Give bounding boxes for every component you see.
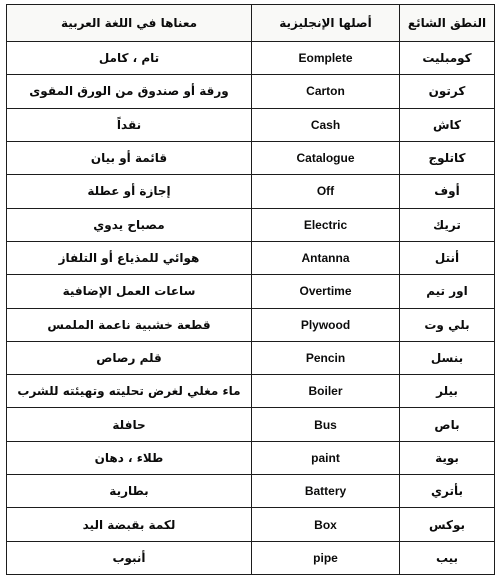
cell-meaning: قلم رصاص xyxy=(7,341,252,374)
cell-origin: Catalogue xyxy=(252,141,400,174)
cell-meaning: لكمة بقبضة اليد xyxy=(7,508,252,541)
cell-spoken: بيلر xyxy=(400,375,495,408)
table-row xyxy=(7,42,495,75)
table-row xyxy=(7,175,495,208)
cell-origin: pipe xyxy=(252,541,400,574)
cell-origin: Antanna xyxy=(252,241,400,274)
table-header xyxy=(7,5,495,42)
cell-meaning: هوائي للمذياع أو التلفاز xyxy=(7,241,252,274)
cell-spoken: أوف xyxy=(400,175,495,208)
table-body xyxy=(7,42,495,575)
cell-spoken: باص xyxy=(400,408,495,441)
cell-spoken: بيب xyxy=(400,541,495,574)
header-origin: أصلها الإنجليزية xyxy=(252,5,400,42)
cell-meaning: قطعة خشبية ناعمة الملمس xyxy=(7,308,252,341)
cell-meaning: ساعات العمل الإضافية xyxy=(7,275,252,308)
cell-meaning: تام ، كامل xyxy=(7,42,252,75)
cell-meaning: ورقة أو صندوق من الورق المقوى xyxy=(7,75,252,108)
cell-spoken: كرتون xyxy=(400,75,495,108)
table-row xyxy=(7,208,495,241)
cell-origin: Boiler xyxy=(252,375,400,408)
table-row xyxy=(7,341,495,374)
header-spoken: النطق الشائع xyxy=(400,5,495,42)
table-row xyxy=(7,475,495,508)
cell-origin: Electric xyxy=(252,208,400,241)
table-row xyxy=(7,141,495,174)
cell-spoken: بوية xyxy=(400,441,495,474)
table-row xyxy=(7,541,495,574)
cell-meaning: نقداً xyxy=(7,108,252,141)
table-row xyxy=(7,75,495,108)
cell-origin: Cash xyxy=(252,108,400,141)
cell-meaning: قائمة أو بيان xyxy=(7,141,252,174)
cell-origin: Overtime xyxy=(252,275,400,308)
table-row xyxy=(7,275,495,308)
cell-origin: Off xyxy=(252,175,400,208)
cell-meaning: أنبوب xyxy=(7,541,252,574)
table-row xyxy=(7,241,495,274)
cell-meaning: بطارية xyxy=(7,475,252,508)
table-row xyxy=(7,508,495,541)
table-row xyxy=(7,108,495,141)
header-row xyxy=(7,5,495,42)
cell-origin: Plywood xyxy=(252,308,400,341)
cell-meaning: حافلة xyxy=(7,408,252,441)
header-meaning: معناها في اللغة العربية xyxy=(7,5,252,42)
cell-spoken: كومبليت xyxy=(400,42,495,75)
cell-spoken: بنسل xyxy=(400,341,495,374)
cell-meaning: مصباح يدوي xyxy=(7,208,252,241)
cell-spoken: كاتلوج xyxy=(400,141,495,174)
cell-spoken: بلي وت xyxy=(400,308,495,341)
cell-origin: Box xyxy=(252,508,400,541)
cell-meaning: إجازة أو عطلة xyxy=(7,175,252,208)
cell-origin: Pencin xyxy=(252,341,400,374)
cell-meaning: طلاء ، دهان xyxy=(7,441,252,474)
table-row xyxy=(7,408,495,441)
cell-spoken: أنتل xyxy=(400,241,495,274)
cell-origin: Battery xyxy=(252,475,400,508)
loanwords-table xyxy=(6,4,495,575)
table-row xyxy=(7,308,495,341)
table-row xyxy=(7,375,495,408)
cell-meaning: ماء مغلي لغرض تحليته وتهيئته للشرب xyxy=(7,375,252,408)
cell-spoken: تريك xyxy=(400,208,495,241)
cell-origin: Carton xyxy=(252,75,400,108)
cell-spoken: كاش xyxy=(400,108,495,141)
cell-spoken: اور تيم xyxy=(400,275,495,308)
cell-origin: paint xyxy=(252,441,400,474)
cell-origin: Eomplete xyxy=(252,42,400,75)
table-row xyxy=(7,441,495,474)
cell-spoken: بوكس xyxy=(400,508,495,541)
cell-spoken: بأتري xyxy=(400,475,495,508)
cell-origin: Bus xyxy=(252,408,400,441)
